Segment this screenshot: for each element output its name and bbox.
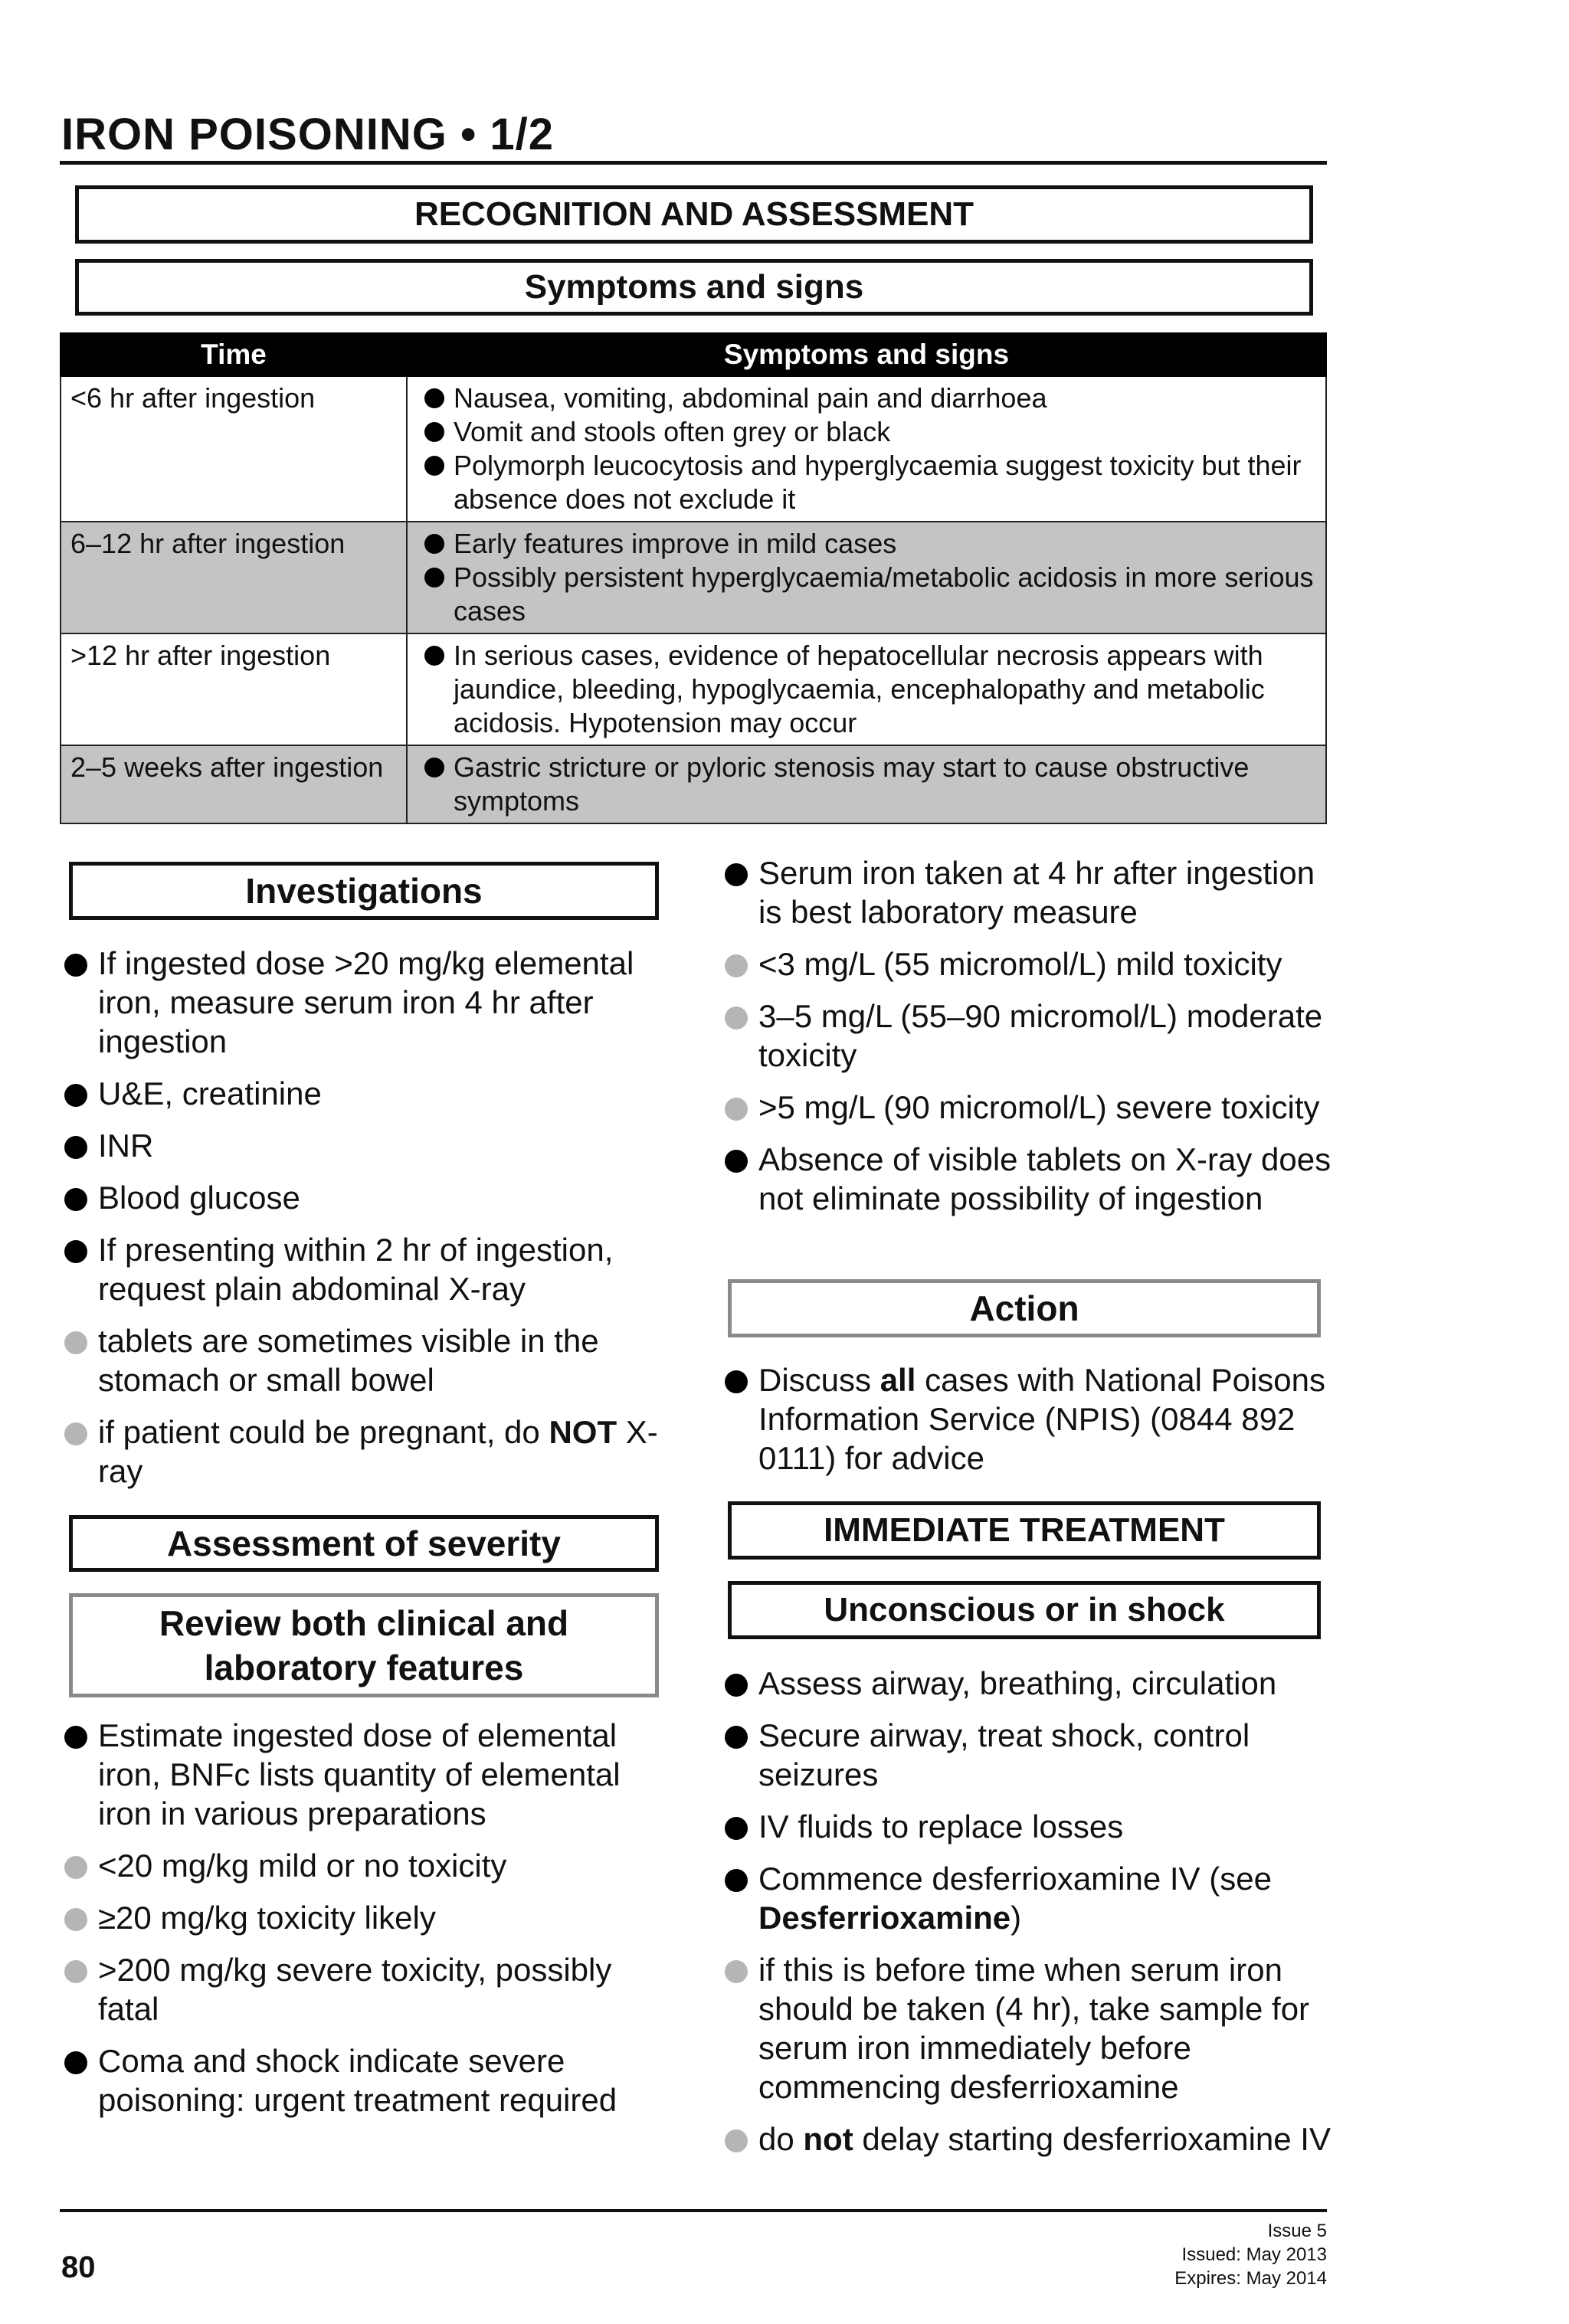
list-item: If ingested dose >20 mg/kg elemental iron, measure serum iron 4 hr after ingestion: [61, 944, 667, 1061]
table-row: [61, 745, 1326, 823]
severity-list: [61, 1716, 667, 2133]
list-item: Assess airway, breathing, circulation: [722, 1664, 1335, 1703]
list-item: Absence of visible tablets on X-ray does not eliminate possibility of ingestion: [722, 1140, 1335, 1218]
title-rule: [60, 161, 1327, 165]
list-item: Serum iron taken at 4 hr after ingestion is best laboratory measure: [722, 853, 1335, 931]
symptoms-header: Symptoms and signs: [75, 259, 1313, 316]
list-item: Commence desferrioxamine IV (see Desferrioxamine): [722, 1859, 1335, 1937]
sign-item: In serious cases, evidence of hepatocellular necrosis appears with jaundice, bleeding, hypoglycaemia, encephalopathy and metabolic acidosis. Hypotension may occur: [417, 639, 1318, 740]
review-header: Review both clinical and laboratory features: [69, 1593, 659, 1697]
page-title: IRON POISONING • 1/2: [61, 110, 554, 159]
sign-item: Vomit and stools often grey or black: [417, 415, 1318, 449]
page-number: 80: [61, 2250, 96, 2284]
action-header: Action: [728, 1279, 1321, 1337]
list-item: <3 mg/L (55 micromol/L) mild toxicity: [722, 944, 1335, 984]
investigations-list: [61, 944, 667, 1504]
table-row: [61, 376, 1326, 522]
list-item: <20 mg/kg mild or no toxicity: [61, 1846, 667, 1885]
list-item: tablets are sometimes visible in the stomach or small bowel: [61, 1321, 667, 1399]
list-item: INR: [61, 1126, 667, 1165]
list-item: if patient could be pregnant, do NOT X-ray: [61, 1412, 667, 1491]
time-column-header: Time: [61, 333, 407, 376]
table-row: [61, 522, 1326, 633]
list-item: Coma and shock indicate severe poisoning: urgent treatment required: [61, 2041, 667, 2119]
serum-list: [722, 853, 1335, 1231]
investigations-header: Investigations: [69, 862, 659, 920]
immediate-treatment-header: IMMEDIATE TREATMENT: [728, 1501, 1321, 1560]
expiry-date: Expires: May 2014: [1174, 2268, 1327, 2289]
sign-item: Nausea, vomiting, abdominal pain and diarrhoea: [417, 381, 1318, 415]
issue-info: [1174, 2219, 1327, 2290]
treatment-list: [722, 1664, 1335, 2172]
list-item: >200 mg/kg severe toxicity, possibly fatal: [61, 1950, 667, 2028]
list-item: IV fluids to replace losses: [722, 1807, 1335, 1846]
issue-number: Issue 5: [1267, 2221, 1327, 2241]
list-item: Estimate ingested dose of elemental iron, BNFc lists quantity of elemental iron in various preparations: [61, 1716, 667, 1833]
footer-rule: [60, 2209, 1327, 2212]
list-item: do not delay starting desferrioxamine IV: [722, 2119, 1335, 2159]
sign-item: Gastric stricture or pyloric stenosis may start to cause obstructive symptoms: [417, 751, 1318, 818]
time-cell: 6–12 hr after ingestion: [61, 522, 407, 633]
list-item: If presenting within 2 hr of ingestion, request plain abdominal X-ray: [61, 1230, 667, 1308]
list-item: Discuss all cases with National Poisons Information Service (NPIS) (0844 892 0111) for advice: [722, 1360, 1335, 1478]
list-item: Blood glucose: [61, 1178, 667, 1217]
sign-item: Polymorph leucocytosis and hyperglycaemia suggest toxicity but their absence does not exclude it: [417, 449, 1318, 516]
time-cell: >12 hr after ingestion: [61, 633, 407, 745]
recognition-header: RECOGNITION AND ASSESSMENT: [75, 185, 1313, 244]
list-item: U&E, creatinine: [61, 1074, 667, 1113]
list-item: 3–5 mg/L (55–90 micromol/L) moderate toxicity: [722, 997, 1335, 1075]
list-item: ≥20 mg/kg toxicity likely: [61, 1898, 667, 1937]
severity-header: Assessment of severity: [69, 1515, 659, 1572]
list-item: Secure airway, treat shock, control seizures: [722, 1716, 1335, 1794]
sign-item: Possibly persistent hyperglycaemia/metabolic acidosis in more serious cases: [417, 561, 1318, 628]
unconscious-header: Unconscious or in shock: [728, 1581, 1321, 1639]
time-cell: 2–5 weeks after ingestion: [61, 745, 407, 823]
symptoms-table: [60, 332, 1327, 824]
issued-date: Issued: May 2013: [1181, 2244, 1327, 2265]
sign-item: Early features improve in mild cases: [417, 527, 1318, 561]
list-item: if this is before time when serum iron should be taken (4 hr), take sample for serum iron immediately before commencing desferrioxamine: [722, 1950, 1335, 2106]
list-item: >5 mg/L (90 micromol/L) severe toxicity: [722, 1088, 1335, 1127]
action-list: [722, 1360, 1335, 1491]
signs-column-header: Symptoms and signs: [407, 333, 1326, 376]
time-cell: <6 hr after ingestion: [61, 376, 407, 522]
table-row: [61, 633, 1326, 745]
